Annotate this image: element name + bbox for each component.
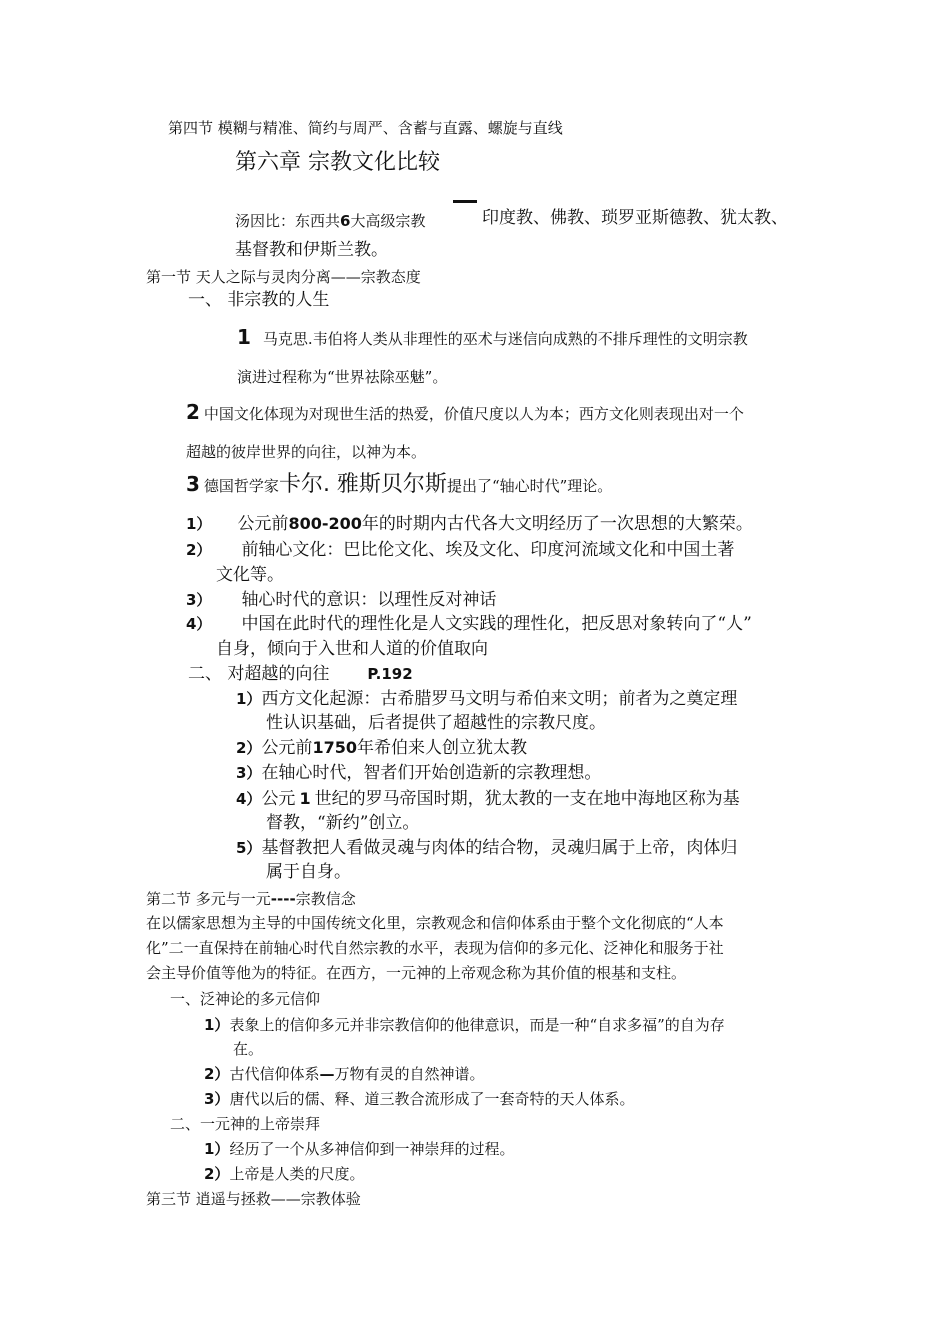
religions-list: 印度教、佛教、琐罗亚斯德教、犹太教、 bbox=[482, 208, 788, 228]
list-item-3: 3） 轴心时代的意识：以理性反对神话 bbox=[186, 590, 497, 610]
list-item-4: 4） 中国在此时代的理性化是人文实践的理性化，把反思对象转向了“人” bbox=[186, 614, 752, 634]
list-item-1: 1） 公元前800-200年的时期内古代各大文明经历了一次思想的大繁荣。 bbox=[186, 514, 753, 534]
poly-item-3: 3）唐代以后的儒、释、道三教合流形成了一套奇特的天人体系。 bbox=[204, 1090, 635, 1108]
paragraph-line-1: 在以儒家思想为主导的中国传统文化里，宗教观念和信仰体系由于整个文化彻底的“人本 bbox=[146, 914, 724, 932]
item-3: 3 德国哲学家卡尔. 雅斯贝尔斯提出了“轴心时代”理论。 bbox=[186, 472, 613, 497]
poly-item-1: 1）表象上的信仰多元并非宗教信仰的他律意识，而是一种“自求多福”的自为存 bbox=[204, 1016, 725, 1034]
sub-item-4-cont: 督教，“新约”创立。 bbox=[266, 813, 420, 833]
heading-section-3: 第三节 逍遥与拯救——宗教体验 bbox=[146, 1190, 361, 1208]
heading-section-4: 第四节 模糊与精准、简约与周严、含蓄与直露、螺旋与直线 bbox=[168, 119, 563, 137]
sub-item-1-cont: 性认识基础，后者提供了超越性的宗教尺度。 bbox=[266, 713, 606, 733]
sub-item-1: 1）西方文化起源：古希腊罗马文明与希伯来文明；前者为之奠定理 bbox=[236, 689, 738, 709]
mono-item-2: 2）上帝是人类的尺度。 bbox=[204, 1165, 365, 1183]
sub-item-4: 4）公元 1 世纪的罗马帝国时期，犹太教的一支在地中海地区称为基 bbox=[236, 789, 740, 809]
item-1: 1 马克思.韦伯将人类从非理性的巫术与迷信向成熟的不排斥理性的文明宗教 bbox=[237, 325, 748, 349]
long-dash bbox=[453, 200, 477, 203]
subheading-1: 一、 非宗教的人生 bbox=[188, 290, 330, 310]
religions-list-cont: 基督教和伊斯兰教。 bbox=[235, 240, 388, 260]
item-1-cont: 演进过程称为“世界祛除巫魅”。 bbox=[237, 368, 448, 386]
paragraph-line-2: 化”二一直保持在前轴心时代自然宗教的水平，表现为信仰的多元化、泛神化和服务于社 bbox=[146, 939, 724, 957]
mono-item-1: 1）经历了一个从多神信仰到一神崇拜的过程。 bbox=[204, 1140, 515, 1158]
subheading-3: 一、泛神论的多元信仰 bbox=[170, 990, 321, 1008]
heading-section-2: 第二节 多元与一元----宗教信念 bbox=[146, 890, 356, 908]
item-2: 2 中国文化体现为对现世生活的热爱，价值尺度以人为本；西方文化则表现出对一个 bbox=[186, 400, 744, 424]
poly-item-1-cont: 在。 bbox=[233, 1040, 264, 1058]
sub-item-2: 2）公元前1750年希伯来人创立犹太教 bbox=[236, 738, 527, 758]
paragraph-toynbee: 汤因比：东西共6大高级宗教 bbox=[235, 212, 426, 230]
sub-item-5: 5）基督教把人看做灵魂与肉体的结合物，灵魂归属于上帝，肉体归 bbox=[236, 838, 738, 858]
subheading-4: 二、一元神的上帝崇拜 bbox=[170, 1115, 321, 1133]
list-item-4-cont: 自身，倾向于入世和人道的价值取向 bbox=[216, 639, 488, 659]
list-item-2-cont: 文化等。 bbox=[216, 565, 284, 585]
item-2-cont: 超越的彼岸世界的向往，以神为本。 bbox=[186, 443, 427, 461]
list-item-2: 2） 前轴心文化：巴比伦文化、埃及文化、印度河流域文化和中国土著 bbox=[186, 540, 735, 560]
poly-item-2: 2）古代信仰体系—万物有灵的自然神谱。 bbox=[204, 1065, 485, 1083]
subheading-2: 二、 对超越的向往 P.192 bbox=[188, 664, 413, 684]
chapter-title: 第六章 宗教文化比较 bbox=[235, 150, 440, 175]
sub-item-3: 3）在轴心时代，智者们开始创造新的宗教理想。 bbox=[236, 763, 602, 783]
heading-section-1: 第一节 天人之际与灵肉分离——宗教态度 bbox=[146, 268, 421, 286]
sub-item-5-cont: 属于自身。 bbox=[266, 862, 351, 882]
paragraph-line-3: 会主导价值等他为的特征。在西方，一元神的上帝观念称为其价值的根基和支柱。 bbox=[146, 964, 687, 982]
